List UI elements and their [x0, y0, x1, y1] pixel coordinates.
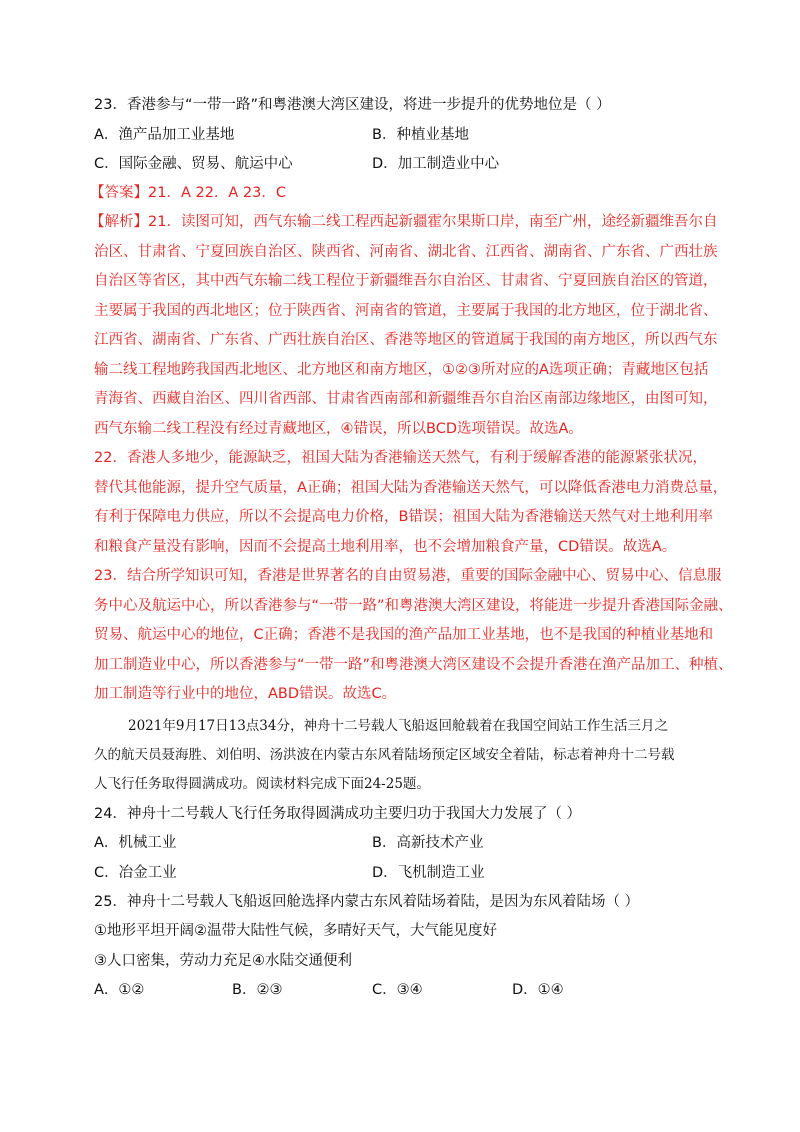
question-23-option-d: D．加工制造业中心 — [372, 156, 500, 172]
passage-line: 2021年9月17日13点34分，神舟十二号载人飞船返回舱载着在我国空间站工作生活三月之 — [128, 718, 668, 734]
question-24-stem: 24．神舟十二号载人飞行任务取得圆满成功主要归功于我国大力发展了（ ） — [94, 806, 582, 822]
question-25-item: ③人口密集，劳动力充足④水陆交通便利 — [94, 953, 352, 969]
passage-line: 久的航天员聂海胜、刘伯明、汤洪波在内蒙古东风着陆场预定区域安全着陆，标志着神舟十二号载 — [94, 747, 675, 763]
analysis-line: 加工制造业中心，所以香港参与“一带一路”和粤港澳大湾区建设不会提升香港在渔产品加工、种植、 — [94, 657, 733, 673]
analysis-line: 替代其他能源，提升空气质量，A正确；祖国大陆为香港输送天然气，可以降低香港电力消费总量， — [94, 480, 728, 496]
analysis-line: 【解析】21．读图可知，西气东输二线工程西起新疆霍尔果斯口岸，南至广州，途经新疆维吾尔自 — [90, 214, 718, 230]
question-23-option-a: A．渔产品加工业基地 — [94, 127, 235, 143]
question-23-option-b: B．种植业基地 — [372, 127, 469, 143]
question-25-stem: 25．神舟十二号载人飞船返回舱选择内蒙古东风着陆场着陆，是因为东风着陆场（ ） — [94, 894, 640, 910]
question-25-option-c: C．③④ — [372, 982, 423, 998]
analysis-line: 和粮食产量没有影响，因而不会提高土地利用率，也不会增加粮食产量，CD错误。故选A。 — [94, 539, 677, 555]
analysis-line: 自治区等省区，其中西气东输二线工程位于新疆维吾尔自治区、甘肃省、宁夏回族自治区的管道， — [94, 273, 718, 289]
question-24-option-c: C．冶金工业 — [94, 865, 177, 881]
analysis-line: 治区、甘肃省、宁夏回族自治区、陕西省、河南省、湖北省、江西省、湖南省、广东省、广西壮族 — [94, 244, 718, 260]
question-23-stem: 23．香港参与“一带一路”和粤港澳大湾区建设，将进一步提升的优势地位是（ ） — [94, 97, 611, 113]
analysis-line: 输二线工程地跨我国西北地区、北方地区和南方地区，①②③所对应的A选项正确；青藏地区包括 — [94, 362, 709, 378]
analysis-line: 务中心及航运中心，所以香港参与“一带一路”和粤港澳大湾区建设，将能进一步提升香港国际金融、 — [94, 598, 733, 614]
question-24-option-d: D．飞机制造工业 — [372, 865, 485, 881]
analysis-line: 江西省、湖南省、广东省、广西壮族自治区、香港等地区的管道属于我国的南方地区，所以西气东 — [94, 332, 718, 348]
passage-line: 人飞行任务取得圆满成功。阅读材料完成下面24-25题。 — [94, 776, 430, 792]
answer-line: 【答案】21．A 22．A 23．C — [90, 185, 287, 201]
analysis-line: 主要属于我国的西北地区；位于陕西省、河南省的管道，主要属于我国的北方地区，位于湖北省、 — [94, 303, 718, 319]
question-25-option-a: A．①② — [94, 982, 145, 998]
question-25-item: ①地形平坦开阔②温带大陆性气候，多晴好天气，大气能见度好 — [94, 923, 497, 939]
question-24-option-a: A．机械工业 — [94, 835, 177, 851]
question-23-option-c: C．国际金融、贸易、航运中心 — [94, 156, 293, 172]
question-25-option-b: B．②③ — [232, 982, 283, 998]
analysis-line: 有利于保障电力供应，所以不会提高电力价格，B错误；祖国大陆为香港输送天然气对土地利用率 — [94, 509, 713, 525]
question-24-option-b: B．高新技术产业 — [372, 835, 484, 851]
analysis-line: 贸易、航运中心的地位，C正确；香港不是我国的渔产品加工业基地，也不是我国的种植业基地和 — [94, 627, 714, 643]
analysis-line: 22．香港人多地少，能源缺乏，祖国大陆为香港输送天然气，有利于缓解香港的能源紧张状况， — [94, 450, 707, 466]
analysis-line: 西气东输二线工程没有经过青藏地区，④错误，所以BCD选项错误。故选A。 — [94, 421, 583, 437]
analysis-line: 23．结合所学知识可知，香港是世界著名的自由贸易港，重要的国际金融中心、贸易中心、信息服 — [94, 568, 722, 584]
question-25-option-d: D．①④ — [512, 982, 564, 998]
analysis-line: 加工制造等行业中的地位，ABD错误。故选C。 — [94, 686, 397, 702]
analysis-line: 青海省、西藏自治区、四川省西部、甘肃省西南部和新疆维吾尔自治区南部边缘地区，由图可知， — [94, 391, 718, 407]
